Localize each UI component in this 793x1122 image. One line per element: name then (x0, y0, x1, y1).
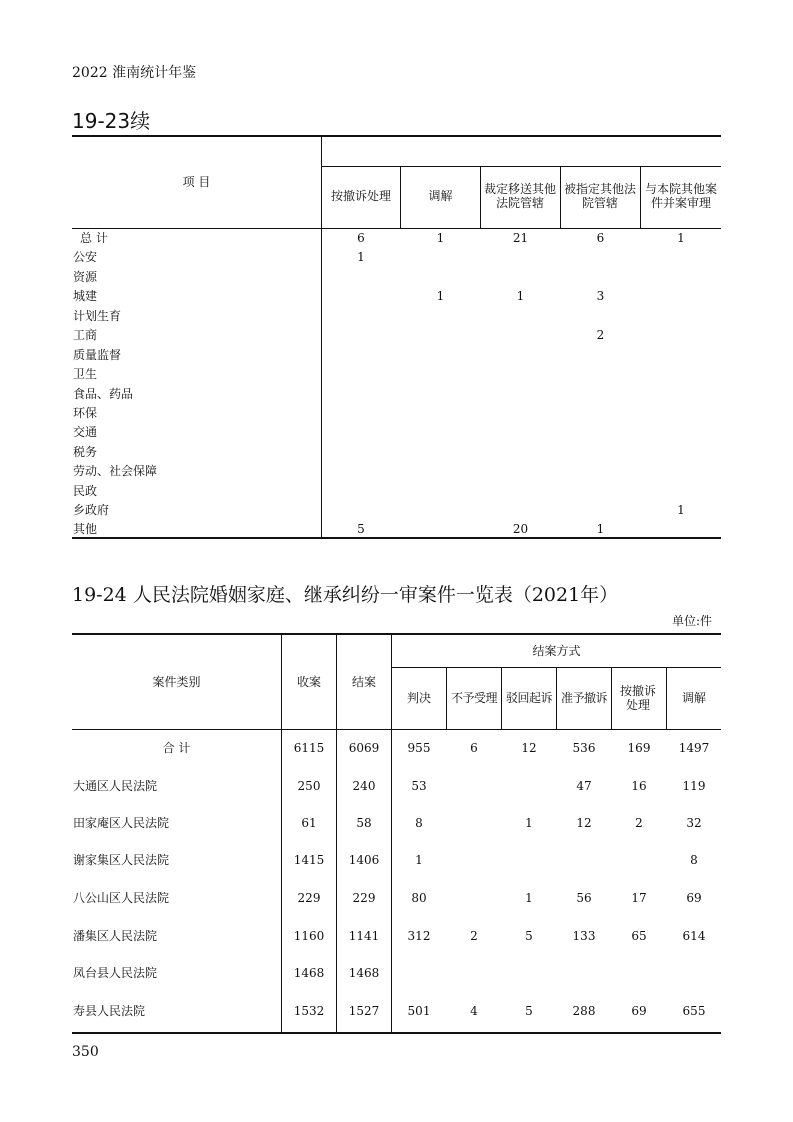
row-label: 凤台县人民法院 (73, 966, 158, 980)
row-label: 总 计 (80, 231, 108, 245)
cell: 8 (690, 853, 698, 867)
cell: 1 (415, 853, 423, 867)
row-label: 潘集区人民法院 (73, 929, 158, 943)
cell: 58 (356, 816, 372, 830)
cell: 1160 (293, 929, 325, 943)
cell: 250 (297, 779, 321, 793)
cell: 1 (525, 891, 533, 905)
cell: 312 (407, 929, 431, 943)
cell: 1 (436, 289, 445, 303)
cell: 12 (576, 816, 592, 830)
cell: 20 (512, 522, 529, 536)
sub-col-header: 判决 (406, 691, 431, 705)
row-label: 大通区人民法院 (73, 779, 158, 793)
cell: 133 (572, 929, 596, 943)
cell: 1415 (293, 853, 325, 867)
row-label: 质量监督 (73, 348, 122, 362)
table1-col-header: 与本院其他案件并案审理 (644, 182, 717, 210)
cell: 6115 (293, 741, 325, 755)
cell: 65 (631, 929, 647, 943)
table1-col-header: 按撤诉处理 (330, 189, 391, 203)
sub-col-header: 按撤诉处理 (619, 684, 656, 712)
unit-label: 单位:件 (672, 614, 713, 628)
row-label: 资源 (73, 270, 98, 284)
table1-col-header: 裁定移送其他法院管辖 (483, 182, 556, 210)
group-header: 结案方式 (532, 644, 581, 658)
cell: 53 (411, 779, 427, 793)
row-label: 卫生 (73, 367, 98, 381)
cell: 6 (596, 231, 605, 245)
row-label: 工商 (73, 328, 98, 342)
cell: 6 (470, 741, 478, 755)
col-closed-header: 结案 (351, 675, 376, 689)
cell: 1 (516, 289, 525, 303)
cell: 2 (596, 328, 605, 342)
cell: 17 (631, 891, 647, 905)
cell: 5 (525, 929, 533, 943)
row-label: 合 计 (162, 741, 191, 755)
cell: 1 (677, 503, 685, 517)
sub-col-header: 驳回起诉 (505, 691, 552, 705)
cell: 16 (631, 779, 647, 793)
cell: 1 (677, 231, 685, 245)
running-header: 2022 淮南统计年鉴 (72, 65, 197, 81)
row-label: 交通 (73, 425, 98, 439)
page-number: 350 (72, 1044, 99, 1060)
row-label: 田家庵区人民法院 (73, 816, 170, 830)
cell: 21 (512, 231, 529, 245)
cell: 1532 (293, 1004, 325, 1018)
cell: 229 (297, 891, 321, 905)
cell: 32 (686, 816, 702, 830)
cell: 1497 (678, 741, 710, 755)
cell: 955 (407, 741, 431, 755)
row-label: 乡政府 (73, 503, 110, 517)
row-label: 公安 (73, 250, 98, 264)
cell: 3 (596, 289, 605, 303)
cell: 1 (525, 816, 533, 830)
cell: 169 (627, 741, 651, 755)
sub-col-header: 调解 (681, 691, 706, 705)
cell: 288 (572, 1004, 596, 1018)
col-received-header: 收案 (296, 675, 321, 689)
cell: 2 (635, 816, 643, 830)
row-label: 其他 (73, 522, 98, 536)
cell: 8 (415, 816, 423, 830)
table1-stub-header: 项 目 (182, 175, 211, 189)
cell: 80 (411, 891, 427, 905)
table1-title: 19-23续 (72, 109, 151, 133)
cell: 119 (682, 779, 706, 793)
table1-col-header: 被指定其他法院管辖 (563, 182, 636, 210)
cell: 5 (525, 1004, 533, 1018)
row-label: 劳动、社会保障 (73, 464, 158, 478)
cell: 1 (357, 250, 365, 264)
cell: 501 (407, 1004, 431, 1018)
row-label: 谢家集区人民法院 (73, 853, 170, 867)
cell: 655 (682, 1004, 706, 1018)
cell: 4 (470, 1004, 478, 1018)
cell: 229 (352, 891, 376, 905)
cell: 1141 (348, 929, 380, 943)
row-label: 计划生育 (73, 309, 122, 323)
cell: 47 (576, 779, 592, 793)
cell: 69 (631, 1004, 647, 1018)
cell: 614 (682, 929, 706, 943)
row-label: 寿县人民法院 (73, 1004, 146, 1018)
cell: 12 (521, 741, 537, 755)
row-label: 民政 (73, 484, 98, 498)
cell: 1406 (348, 853, 380, 867)
cell: 1468 (293, 966, 325, 980)
cell: 1 (436, 231, 445, 245)
row-label: 食品、药品 (73, 387, 134, 401)
cell: 5 (357, 522, 365, 536)
cell: 6069 (348, 741, 380, 755)
table1-col-header: 调解 (428, 189, 453, 203)
cell: 536 (572, 741, 596, 755)
sub-col-header: 准予撤诉 (560, 691, 607, 705)
row-label: 环保 (73, 406, 98, 420)
row-label: 城建 (73, 289, 98, 303)
cell: 240 (352, 779, 376, 793)
row-label: 税务 (73, 445, 98, 459)
cell: 1468 (348, 966, 380, 980)
cell: 1 (596, 522, 605, 536)
cell: 69 (686, 891, 702, 905)
sub-col-header: 不予受理 (450, 691, 497, 705)
table2-title: 19-24 人民法院婚姻家庭、继承纠纷一审案件一览表（2021年） (72, 584, 619, 606)
cell: 2 (470, 929, 478, 943)
cell: 6 (357, 231, 365, 245)
cell: 56 (576, 891, 592, 905)
cell: 61 (301, 816, 317, 830)
table2-stub-header: 案件类别 (152, 675, 201, 689)
row-label: 八公山区人民法院 (73, 891, 170, 905)
cell: 1527 (348, 1004, 380, 1018)
